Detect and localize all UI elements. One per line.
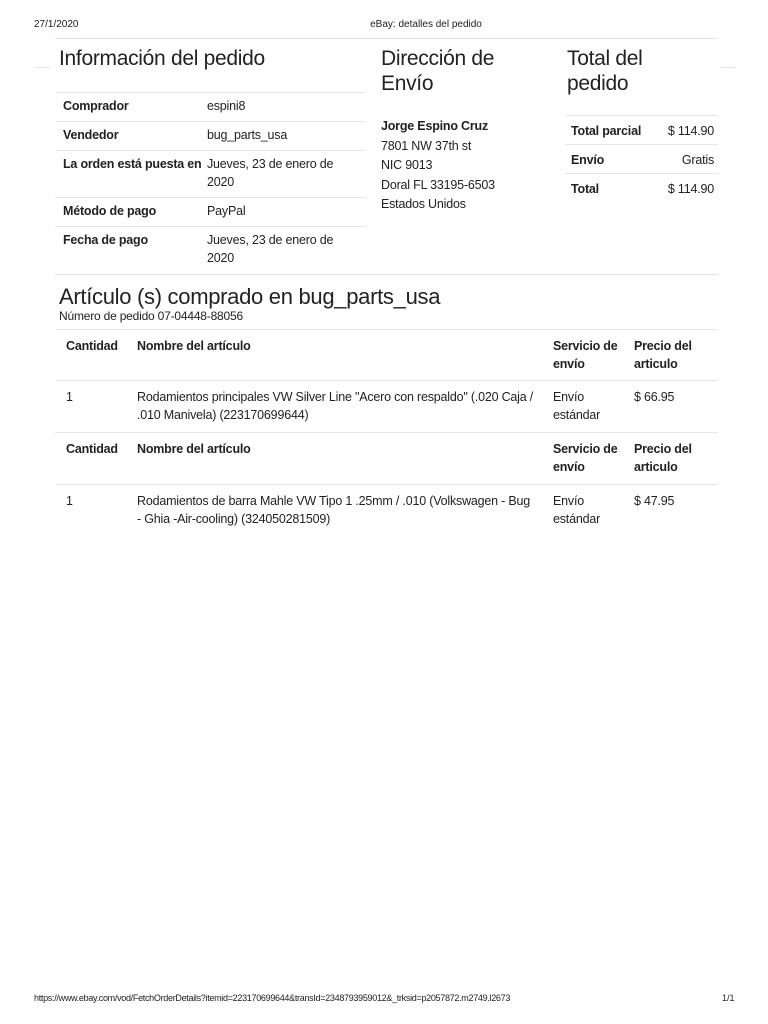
address-line: 7801 NW 37th st: [381, 138, 472, 153]
info-value: espini8: [207, 99, 246, 113]
info-row: [55, 92, 365, 121]
shipping-address: [381, 117, 495, 215]
divider: [55, 38, 718, 39]
item-price: $ 47.95: [634, 494, 675, 508]
divider: [35, 67, 50, 68]
info-value: bug_parts_usa: [207, 128, 288, 142]
total-row: [565, 173, 718, 202]
order-number: Número de pedido 07-04448-88056: [59, 309, 243, 323]
info-row: [55, 150, 365, 197]
total-label: Total: [571, 182, 599, 196]
column-header: Precio del articulo: [634, 339, 692, 371]
items-table: [55, 329, 718, 536]
total-row: [565, 144, 718, 173]
info-label: Vendedor: [63, 128, 119, 142]
total-value: $ 114.90: [667, 182, 714, 196]
page-url: https://www.ebay.com/vod/FetchOrderDetails?itemid=223170699644&transId=2348793959012&_trksid=p2057872.m2749.l2673: [34, 993, 511, 1003]
total-label: Total parcial: [571, 124, 642, 138]
item-price: $ 66.95: [634, 390, 675, 404]
divider: [720, 67, 735, 68]
order-info-heading: Información del pedido: [59, 47, 265, 70]
info-row: [55, 226, 365, 273]
total-label: Envío: [571, 153, 605, 167]
column-header: Cantidad: [66, 339, 118, 353]
info-label: Método de pago: [63, 204, 157, 218]
total-row: [565, 115, 718, 144]
order-info-table: [55, 92, 365, 273]
shipping-address-heading: Dirección de Envío: [381, 47, 495, 95]
items-heading: Artículo (s) comprado en bug_parts_usa: [59, 284, 441, 309]
column-header: Nombre del artículo: [137, 442, 251, 456]
order-total-heading: Total del pedido: [567, 47, 643, 95]
info-value: PayPal: [207, 204, 246, 218]
order-total-table: [565, 115, 718, 202]
item-shipping-service: Envío estándar: [553, 390, 601, 422]
total-value: Gratis: [681, 153, 714, 167]
info-row: [55, 197, 365, 226]
table-header: [55, 432, 718, 484]
column-header: Cantidad: [66, 442, 118, 456]
address-line: Doral FL 33195-6503: [381, 177, 495, 192]
info-value: Jueves, 23 de enero de 2020: [207, 157, 334, 189]
item-shipping-service: Envío estándar: [553, 494, 601, 526]
column-header: Servicio de envío: [553, 339, 618, 371]
address-line: Estados Unidos: [381, 197, 466, 211]
table-row: [55, 484, 718, 536]
info-value: Jueves, 23 de enero de 2020: [207, 233, 334, 265]
item-qty: 1: [66, 494, 73, 508]
divider: [55, 274, 718, 275]
info-label: Fecha de pago: [63, 233, 148, 247]
item-name: Rodamientos principales VW Silver Line "Acero con respaldo" (.020 Caja / .010 Manivela) (223170699644): [137, 390, 534, 422]
page-number: 1/1: [722, 993, 735, 1003]
column-header: Precio del articulo: [634, 442, 692, 474]
recipient-name: Jorge Espino Cruz: [381, 119, 489, 133]
info-label: La orden está puesta en: [63, 157, 202, 171]
item-name: Rodamientos de barra Mahle VW Tipo 1 .25mm / .010 (Volkswagen - Bug - Ghia -Air-cooling) (324050281509): [137, 494, 531, 526]
column-header: Nombre del artículo: [137, 339, 251, 353]
column-header: Servicio de envío: [553, 442, 618, 474]
table-header: [55, 329, 718, 380]
table-row: [55, 380, 718, 432]
info-row: [55, 121, 365, 150]
address-line: NIC 9013: [381, 158, 433, 172]
info-label: Comprador: [63, 99, 129, 113]
item-qty: 1: [66, 390, 73, 404]
print-date: 27/1/2020: [34, 19, 79, 30]
total-value: $ 114.90: [667, 124, 714, 138]
print-title: eBay: detalles del pedido: [370, 19, 482, 30]
